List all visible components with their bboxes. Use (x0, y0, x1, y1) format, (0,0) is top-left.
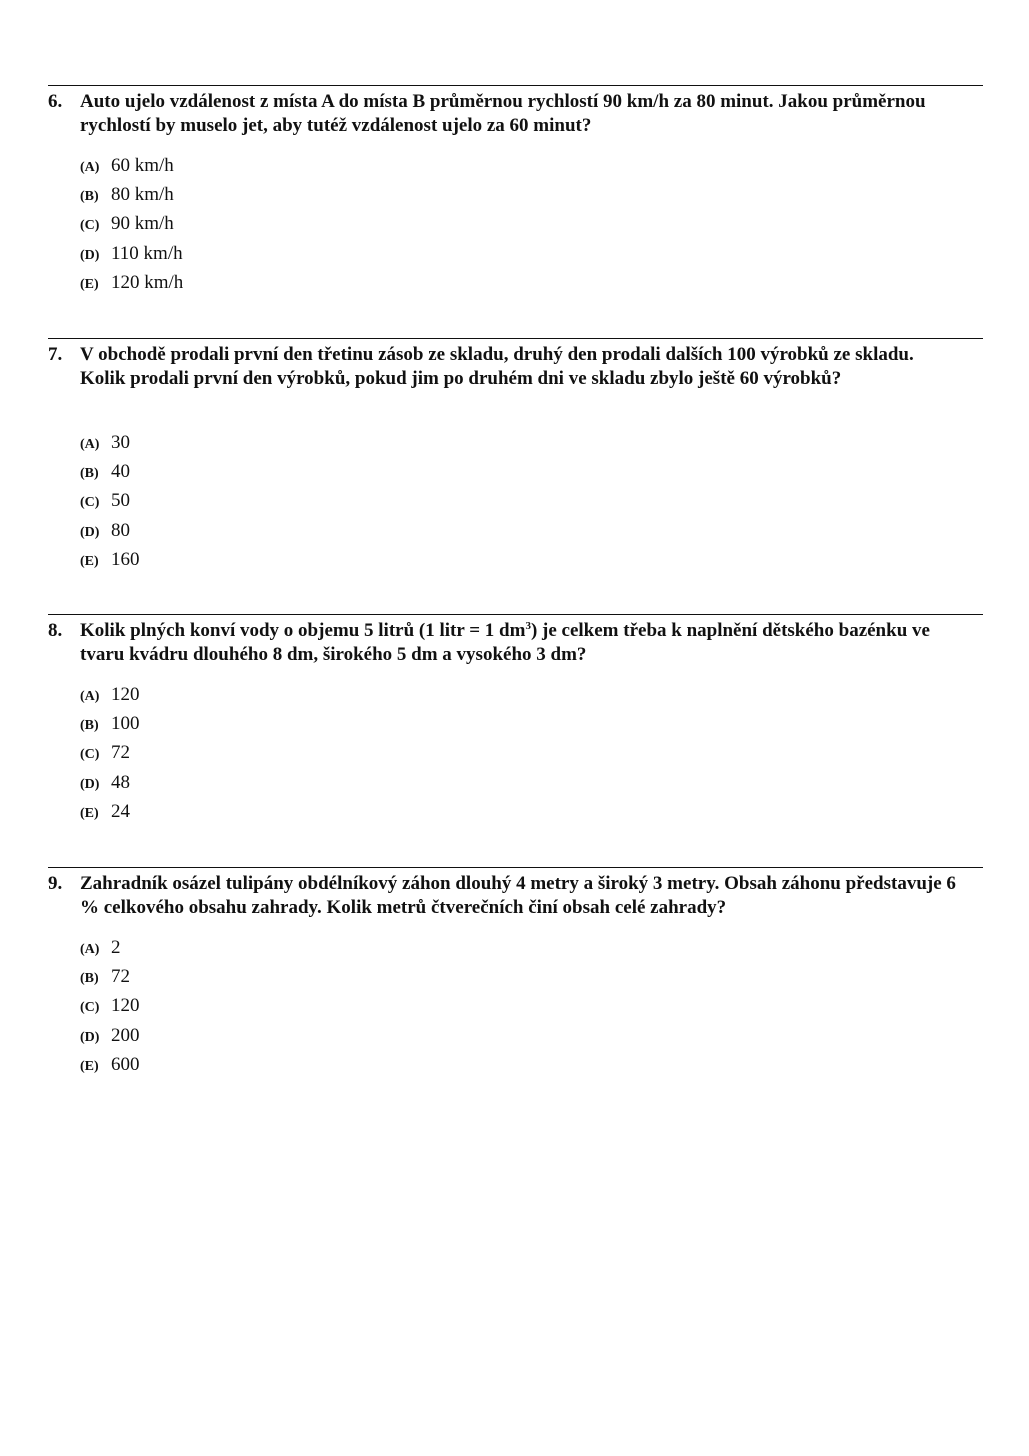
answer-option-a[interactable] (80, 937, 140, 966)
answer-option-a[interactable] (80, 684, 140, 713)
option-value: 2 (111, 937, 121, 958)
answer-option-a[interactable] (80, 155, 183, 184)
question-text: Zahradník osázel tulipány obdélníkový záhon dlouhý 4 metry a široký 3 metry. Obsah záhonu představuje 6 % celkového obsahu zahrady. Kolik metrů čtverečních činí obsah celé zahrady? (80, 873, 956, 918)
question-text (80, 619, 960, 667)
option-value: 24 (111, 800, 130, 822)
option-value: 110 km/h (111, 242, 183, 264)
option-value: 120 (111, 995, 140, 1017)
option-letter: (D) (80, 247, 100, 263)
option-value: 120 km/h (111, 271, 184, 293)
option-letter: (A) (80, 437, 100, 452)
answer-option-e[interactable] (80, 549, 140, 578)
option-value: 48 (111, 771, 130, 793)
option-value: 120 (111, 684, 140, 705)
question-text: V obchodě prodali první den třetinu zásob ze skladu, druhý den prodali dalších 100 výrobků ze skladu. Kolik prodali první den výrobků, pokud jim po druhém dni ve skladu zbylo ještě 60 výrobků? (80, 344, 914, 389)
option-letter: (E) (80, 276, 99, 292)
answer-option-d[interactable] (80, 243, 183, 272)
answer-option-b[interactable] (80, 966, 140, 995)
answer-option-c[interactable] (80, 490, 140, 519)
answer-option-b[interactable] (80, 713, 140, 742)
option-value: 60 km/h (111, 155, 174, 176)
option-letter: (B) (80, 718, 99, 734)
option-value: 200 (111, 1024, 140, 1046)
option-letter: (B) (80, 189, 99, 205)
question-divider (48, 85, 983, 86)
answer-option-e[interactable] (80, 1054, 140, 1083)
option-value: 100 (111, 713, 140, 735)
option-letter: (A) (80, 160, 100, 175)
option-letter: (E) (80, 805, 99, 821)
option-value: 80 (111, 519, 130, 541)
option-letter: (A) (80, 689, 100, 704)
question-number: 8. (48, 620, 63, 641)
question-divider (48, 338, 983, 339)
answer-option-d[interactable] (80, 772, 140, 801)
option-letter: (C) (80, 218, 100, 234)
question-text-part: Kolik plných konví vody o objemu 5 litrů (1 litr = 1 dm (80, 620, 526, 641)
option-letter: (D) (80, 1029, 100, 1045)
question-divider (48, 867, 983, 868)
answer-option-a[interactable] (80, 432, 140, 461)
option-value: 80 km/h (111, 184, 174, 206)
option-value: 30 (111, 432, 130, 453)
option-value: 72 (111, 966, 130, 988)
answer-options (80, 155, 183, 301)
option-letter: (C) (80, 747, 100, 763)
option-letter: (B) (80, 971, 99, 987)
option-value: 40 (111, 461, 130, 483)
option-letter: (C) (80, 495, 100, 511)
answer-option-d[interactable] (80, 520, 140, 549)
answer-options (80, 432, 140, 578)
question-divider (48, 614, 983, 615)
question-text: Auto ujelo vzdálenost z místa A do místa B průměrnou rychlostí 90 km/h za 80 minut. Jakou průměrnou rychlostí by muselo jet, aby tutéž vzdálenost ujelo za 60 minut? (80, 91, 926, 136)
option-value: 72 (111, 742, 130, 764)
option-letter: (D) (80, 776, 100, 792)
answer-option-b[interactable] (80, 461, 140, 490)
option-value: 90 km/h (111, 213, 174, 235)
option-letter: (B) (80, 466, 99, 482)
answer-options (80, 937, 140, 1083)
answer-option-c[interactable] (80, 742, 140, 771)
answer-option-c[interactable] (80, 213, 183, 242)
question-number: 9. (48, 873, 63, 894)
answer-option-d[interactable] (80, 1025, 140, 1054)
option-letter: (D) (80, 524, 100, 540)
answer-option-e[interactable] (80, 801, 140, 830)
option-value: 50 (111, 490, 130, 512)
answer-option-b[interactable] (80, 184, 183, 213)
option-value: 160 (111, 548, 140, 570)
question-number: 6. (48, 91, 63, 112)
answer-options (80, 684, 140, 830)
question-text-part: ) je celkem třeba k naplnění dětského bazénku ve tvaru kvádru dlouhého 8 dm, širokého 5 dm a vysokého 3 dm? (80, 620, 930, 665)
superscript-exponent: 3 (525, 620, 531, 632)
option-letter: (E) (80, 553, 99, 569)
option-letter: (A) (80, 942, 100, 957)
answer-option-e[interactable] (80, 272, 183, 301)
option-letter: (E) (80, 1058, 99, 1074)
answer-option-c[interactable] (80, 995, 140, 1024)
option-letter: (C) (80, 1000, 100, 1016)
option-value: 600 (111, 1053, 140, 1075)
question-number: 7. (48, 344, 63, 365)
